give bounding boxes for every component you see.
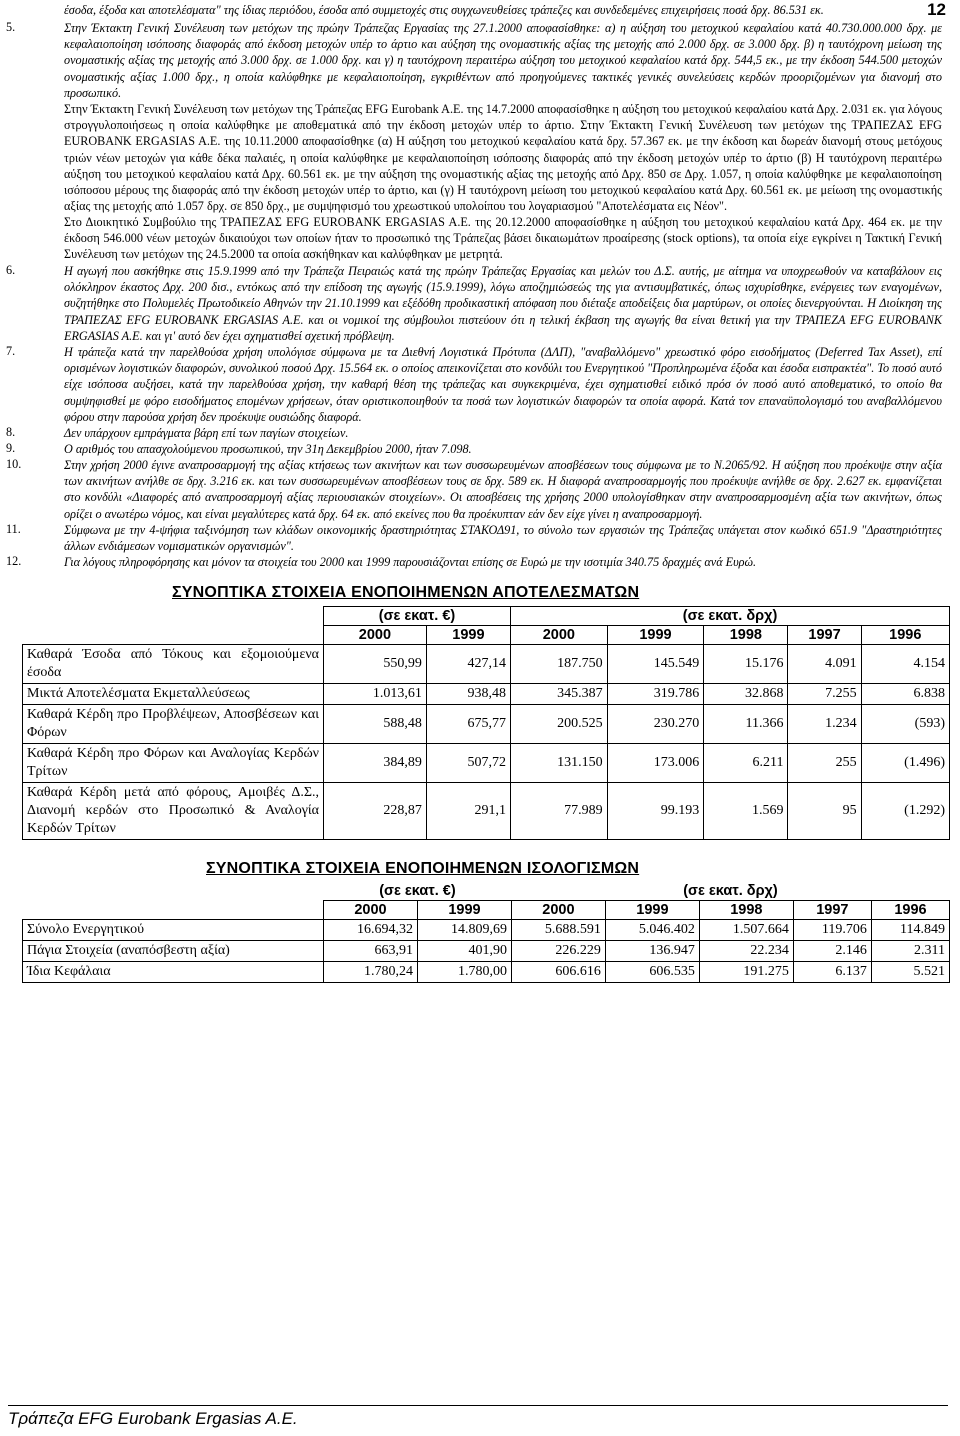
cell-value: 2.311: [871, 941, 949, 962]
cell-value: 6.838: [861, 684, 949, 705]
cell-value: 507,72: [426, 744, 510, 783]
cell-value: 99.193: [607, 783, 704, 840]
cell-value: 1.780,24: [324, 962, 418, 983]
cell-value: 191.275: [699, 962, 793, 983]
table-row: [23, 744, 950, 783]
row-label: Καθαρά Έσοδα από Τόκους και εξομοιούμενα έσοδα: [23, 645, 324, 684]
page-number: 12: [927, 0, 946, 19]
balance-table-corner-2: [23, 901, 324, 920]
cell-value: 5.688.591: [511, 920, 605, 941]
cell-value: (593): [861, 705, 949, 744]
item-5-part-2: Στην Έκτακτη Γενική Συνέλευση των μετόχων της Τράπεζας EFG Eurobank A.E. της 14.7.2000 αποφασίσθηκε η αύξηση του μετοχικού κεφαλαίου κατά Δρχ. 2.031 εκ. για λόγους στρογγυλοποιήσεως η οποία καλύφθηκε με αποθεματικά από την έκδοση μετοχών υπέρ το άρτιο. Στην Έκτακτη Γενική Συνέλευση των μετόχων της ΤΡΑΠΕΖΑΣ EFG EUROBANK ERGASIAS A.E. της 10.11.2000 αποφασίσθηκε (α) Η αύξηση του μετοχικού κεφαλαίου κατά δρχ. 57.367 εκ. με την έκδοση και δωρεάν διανομή στους μετόχους τριών νέων μετοχών για κάθε δέκα παλαιές, η οποία καλύφθηκε με κεφαλαιοποίηση ισόποσης διαφοράς από την έκδοση μετοχών υπέρ το άρτιο (β) Η ταυτόχρονη περαιτέρω αύξηση του μετοχικού κεφαλαίου κατά Δρχ. 60.561 εκ. με την αύξηση της ονομαστικής αξίας της μετοχής από Δρχ. 850 σε Δρχ. 1.057, η οποία καλύφθηκε με κεφαλαιοποίηση ισόποσου μέρους της διαφοράς από την έκδοση μετοχών υπέρ το άρτιο, και (γ) Η ταυτόχρονη μείωση του μετοχικού κεφαλαίου κατά Δρχ. 60.561 εκ. με μείωση της ονομαστικής αξίας της μετοχής από 1.057 δρχ. σε 850 δρχ., με συμψηφισμό του χρεωστικού υπολοίπου του λογαριασμού "Αποτελέσματα εις Νέον".: [64, 102, 942, 214]
cell-value: 16.694,32: [324, 920, 418, 941]
cell-value: 606.535: [605, 962, 699, 983]
table-row: [23, 684, 950, 705]
footer-text: Τράπεζα EFG Eurobank Ergasias A.E.: [8, 1409, 298, 1428]
cell-value: 228,87: [324, 783, 427, 840]
cell-value: 2.146: [793, 941, 871, 962]
cell-value: 401,90: [417, 941, 511, 962]
results-table-corner: [23, 607, 324, 626]
cell-value: 14.809,69: [417, 920, 511, 941]
intro-paragraph: έσοδα, έξοδα και αποτελέσματα" της ίδιας περιόδου, έσοδα από συμμετοχές στις συγχωνευθείσες τράπεζες και συνδεδεμένες επιχειρήσεις ποσά δρχ. 86.531 εκ.: [64, 3, 824, 17]
item-12-text: Για λόγους πληροφόρησης και μόνον τα στοιχεία του 2000 και 1999 παρουσιάζονται επίσης σε Ευρώ με την ισοτιμία 340.75 δραχμές ανά Ευρώ.: [64, 555, 757, 569]
cell-value: 1.234: [788, 705, 861, 744]
item-8-number: 8.: [6, 425, 16, 439]
item-5-part-3: Στο Διοικητικό Συμβούλιο της ΤΡΑΠΕΖΑΣ EFG EUROBANK ERGASIAS A.E. της 20.12.2000 αποφασίσθηκε η αύξηση του μετοχικού κεφαλαίου κατά Δρχ. 464 εκ. με την έκδοση 546.000 νέων μετοχών δικαιούχοι των οποίων ήταν το προσωπικό της Τράπεζας βάσει δικαιωμάτων προαίρεσης (stock options), τα οποία είχε εγκρίνει η Τακτική Γενική Συνέλευση των μετόχων της 24.5.2000 τα οποία ασκήθηκαν και καλύφθηκαν με μετρητά.: [64, 215, 942, 262]
balance-year: 1999: [417, 901, 511, 920]
results-table: [22, 606, 950, 840]
balance-year: 1996: [871, 901, 949, 920]
cell-value: 291,1: [426, 783, 510, 840]
cell-value: 675,77: [426, 705, 510, 744]
item-6-number: 6.: [6, 263, 16, 277]
cell-value: 6.137: [793, 962, 871, 983]
results-year: 1999: [426, 626, 510, 645]
cell-value: 663,91: [324, 941, 418, 962]
item-11-text: Σύμφωνα με την 4-ψήφια ταξινόμηση των κλάδων οικονομικής δραστηριότητας ΣΤΑΚΟΔ91, το σύνολο των εργασιών της Τράπεζας υπάγεται στον κωδικό 651.9 "Δραστηριότητες άλλων ενδιάμεσων νομισματικών οργανισμών".: [64, 523, 942, 554]
footer-rule: [8, 1405, 948, 1406]
results-table-title: ΣΥΝΟΠΤΙΚΑ ΣΤΟΙΧΕΙΑ ΕΝΟΠΟΙΗΜΕΝΩΝ ΑΠΟΤΕΛΕΣΜΑΤΩΝ: [172, 584, 640, 601]
cell-value: 5.046.402: [605, 920, 699, 941]
cell-value: (1.496): [861, 744, 949, 783]
cell-value: 32.868: [704, 684, 788, 705]
balance-year: 1998: [699, 901, 793, 920]
cell-value: 22.234: [699, 941, 793, 962]
cell-value: 588,48: [324, 705, 427, 744]
cell-value: 255: [788, 744, 861, 783]
results-year: 1998: [704, 626, 788, 645]
results-year: 2000: [324, 626, 427, 645]
row-label: Καθαρά Κέρδη προ Φόρων και Αναλογίας Κερδών Τρίτων: [23, 744, 324, 783]
balance-table-corner: [23, 882, 324, 901]
cell-value: 173.006: [607, 744, 704, 783]
cell-value: 384,89: [324, 744, 427, 783]
row-label: Μικτά Αποτελέσματα Εκμεταλλεύσεως: [23, 684, 324, 705]
cell-value: 187.750: [511, 645, 608, 684]
item-8-text: Δεν υπάρχουν εμπράγματα βάρη επί των παγίων στοιχείων.: [64, 426, 349, 440]
results-group-drx: (σε εκατ. δρχ): [511, 607, 950, 626]
cell-value: 1.507.664: [699, 920, 793, 941]
table-row: [23, 962, 950, 983]
item-7-text: Η τράπεζα κατά την παρελθούσα χρήση υπολόγισε σύμφωνα με τα Διεθνή Λογιστικά Πρότυπα (ΔΛΠ), "αναβαλλόμενο" χρεωστικό φόρο εισοδήματος (Deferred Tax Asset), επί ορισμένων λογιστικών διαφορών, συνολικού ποσού Δρχ. 15.564 εκ. ο οποίος απεικονίζεται στο κονδύλι του Ενεργητικού "Προπληρωμένα έξοδα και έσοδα εισπρακτέα". Το ποσό αυτό είχε ισόποσα αυξήσει, κατά την παρελθούσα χρήση, την καθαρή θέση της τράπεζας και συγκεκριμένα, έχει σχηματισθεί ειδικό πρόσ όν ποσό αυτό αποθεματικό, το οποίο θα συμψηφισθεί με φόρο εισοδήματος επομένων χρήσεων, όταν οριστικοποιηθούν τα ποσά των λογιστικών διαφορών τα οποία αφορά. Κατά τον επαναϋπολογισμό του αναβαλλόμενου φόρου στην παρούσα χρήση δεν προέκυψε ουσιώδης διαφορά.: [64, 345, 942, 424]
item-10-number: 10.: [6, 457, 22, 471]
row-label: Σύνολο Ενεργητικού: [23, 920, 324, 941]
item-5-part-1: Στην Έκτακτη Γενική Συνέλευση των μετόχων της πρώην Τράπεζας Εργασίας της 27.1.2000 αποφασίσθηκε: α) η αύξηση του μετοχικού κεφαλαίου κατά 40.730.000.000 δρχ. με κεφαλαιοποίηση ισόποσης διαφοράς από έκδοση μετοχών υπέρ το άρτιο και αύξηση της ονομαστικής αξίας της μετοχής από 2.000 δρχ. σε 3.000 δρχ. β) η ταυτόχρονη μείωση της ονομαστικής αξίας της μετοχής από 3.000 δρχ. σε 1.000 δρχ. και γ) η ταυτόχρονη περαιτέρω αύξηση του μετοχικού κεφαλαίου κατά δρχ. 544,5 εκ., με την έκδοση 544.500 μετοχών ονομαστικής αξίας 1.000 δρχ., η οποία καλύφθηκε με κεφαλαιοποίηση, εγκριθέντων από προηγούμενες τακτικές γενικές συνελεύσεις κερδών προοριζομένων για διανομή στο προσωπικό.: [64, 21, 942, 100]
cell-value: 319.786: [607, 684, 704, 705]
cell-value: 95: [788, 783, 861, 840]
cell-value: 606.616: [511, 962, 605, 983]
cell-value: 7.255: [788, 684, 861, 705]
cell-value: (1.292): [861, 783, 949, 840]
results-year: 1997: [788, 626, 861, 645]
cell-value: 114.849: [871, 920, 949, 941]
item-12-number: 12.: [6, 554, 22, 568]
results-year: 1999: [607, 626, 704, 645]
balance-table-title: ΣΥΝΟΠΤΙΚΑ ΣΤΟΙΧΕΙΑ ΕΝΟΠΟΙΗΜΕΝΩΝ ΙΣΟΛΟΓΙΣΜΩΝ: [206, 860, 640, 877]
cell-value: 11.366: [704, 705, 788, 744]
cell-value: 226.229: [511, 941, 605, 962]
table-row: [23, 705, 950, 744]
item-6-text: Η αγωγή που ασκήθηκε στις 15.9.1999 από την Τράπεζα Πειραιώς κατά της πρώην Τράπεζας Εργασίας και μελών του Δ.Σ. αυτής, με αίτημα να υποχρεωθούν να καταβάλουν εις ολόκληρον έκαστος Δρχ. 200 δισ., εντόκως από την επίδοση της αγωγής (15.9.1999), λόγω αποζημιώσεώς της για αντισυμβατικές, όπως ισχυρίσθηκε, ενέργειες των εναγομένων, συζητήθηκε στο Πολυμελές Πρωτοδικείο Αθηνών την 21.10.1999 και εξέδόθη προδικαστική απόφαση που διέταξε αποδείξεις δια μαρτύρων, οι οποίες διενεργούνται. Η Διοίκηση της ΤΡΑΠΕΖΑΣ EFG EUROBANK ERGASIAS A.E. και οι νομικοί της σύμβουλοι πιστεύουν ότι η τελική έκβαση της αγωγής θα είναι θετική για την ΤΡΑΠΕΖΑ EFG EUROBANK ERGASIAS A.E. και γι' αυτό δεν έχει σχηματισθεί σχετική πρόβλεψη.: [64, 264, 942, 343]
balance-year: 2000: [511, 901, 605, 920]
row-label: Καθαρά Κέρδη προ Προβλέψεων, Αποσβέσεων και Φόρων: [23, 705, 324, 744]
results-year: 2000: [511, 626, 608, 645]
balance-group-drx: (σε εκατ. δρχ): [683, 883, 778, 899]
cell-value: 230.270: [607, 705, 704, 744]
item-11-number: 11.: [6, 522, 21, 536]
cell-value: 5.521: [871, 962, 949, 983]
cell-value: 1.780,00: [417, 962, 511, 983]
balance-year: 1999: [605, 901, 699, 920]
results-table-corner-2: [23, 626, 324, 645]
cell-value: 938,48: [426, 684, 510, 705]
table-row: [23, 920, 950, 941]
cell-value: 200.525: [511, 705, 608, 744]
table-row: [23, 783, 950, 840]
item-9-text: Ο αριθμός του απασχολούμενου προσωπικού, την 31η Δεκεμβρίου 2000, ήταν 7.098.: [64, 442, 472, 456]
cell-value: 4.091: [788, 645, 861, 684]
cell-value: 15.176: [704, 645, 788, 684]
balance-group-eur: (σε εκατ. €): [379, 883, 456, 899]
cell-value: 136.947: [605, 941, 699, 962]
cell-value: 131.150: [511, 744, 608, 783]
cell-value: 1.569: [704, 783, 788, 840]
cell-value: 77.989: [511, 783, 608, 840]
cell-value: 119.706: [793, 920, 871, 941]
item-9-number: 9.: [6, 441, 16, 455]
item-10-text: Στην χρήση 2000 έγινε αναπροσαρμογή της αξίας κτήσεως των ακινήτων και των συσσωρευμένων αποσβέσεων τους σύμφωνα με το Ν.2065/92. Η αύξηση που προέκυψε στην αξία των ακινήτων ανήλθε σε δρχ. 3.216 εκ. και των συσσωρευμένων αποσβέσεων τους σε δρχ. 589 εκ. Η διαφορά αναπροσαρμογής που προέκυψε ανήλθε σε δρχ. 2.627 εκ. εμφανίζεται στο κονδύλι «Διαφορές από αναπροσαρμογή αξίας περιουσιακών στοιχείων». Οι αποσβέσεις της χρήσης 2000 υπολογίσθηκαν στην αναπροσαρμοσμένη αξία των ακινήτων, όπως ορίζει ο ανωτέρω νόμος, και είναι μεγαλύτερες κατά δρχ. 64 εκ. από εκείνες που θα προέκυπταν εάν δεν είχε γίνει η αναπροσαρμογή.: [64, 458, 942, 521]
cell-value: 4.154: [861, 645, 949, 684]
balance-year: 2000: [324, 901, 418, 920]
table-row: [23, 941, 950, 962]
row-label: Καθαρά Κέρδη μετά από φόρους, Αμοιβές Δ.Σ., Διανομή κερδών στο Προσωπικό & Αναλογία Κερδών Τρίτων: [23, 783, 324, 840]
cell-value: 427,14: [426, 645, 510, 684]
row-label: Πάγια Στοιχεία (αναπόσβεστη αξία): [23, 941, 324, 962]
item-7-number: 7.: [6, 344, 16, 358]
results-group-eur: (σε εκατ. €): [324, 607, 511, 626]
cell-value: 345.387: [511, 684, 608, 705]
cell-value: 6.211: [704, 744, 788, 783]
results-year: 1996: [861, 626, 949, 645]
cell-value: 1.013,61: [324, 684, 427, 705]
cell-value: 145.549: [607, 645, 704, 684]
item-5-number: 5.: [6, 20, 16, 34]
balance-year: 1997: [793, 901, 871, 920]
cell-value: 550,99: [324, 645, 427, 684]
table-row: [23, 645, 950, 684]
row-label: Ίδια Κεφάλαια: [23, 962, 324, 983]
balance-table: [22, 882, 950, 983]
